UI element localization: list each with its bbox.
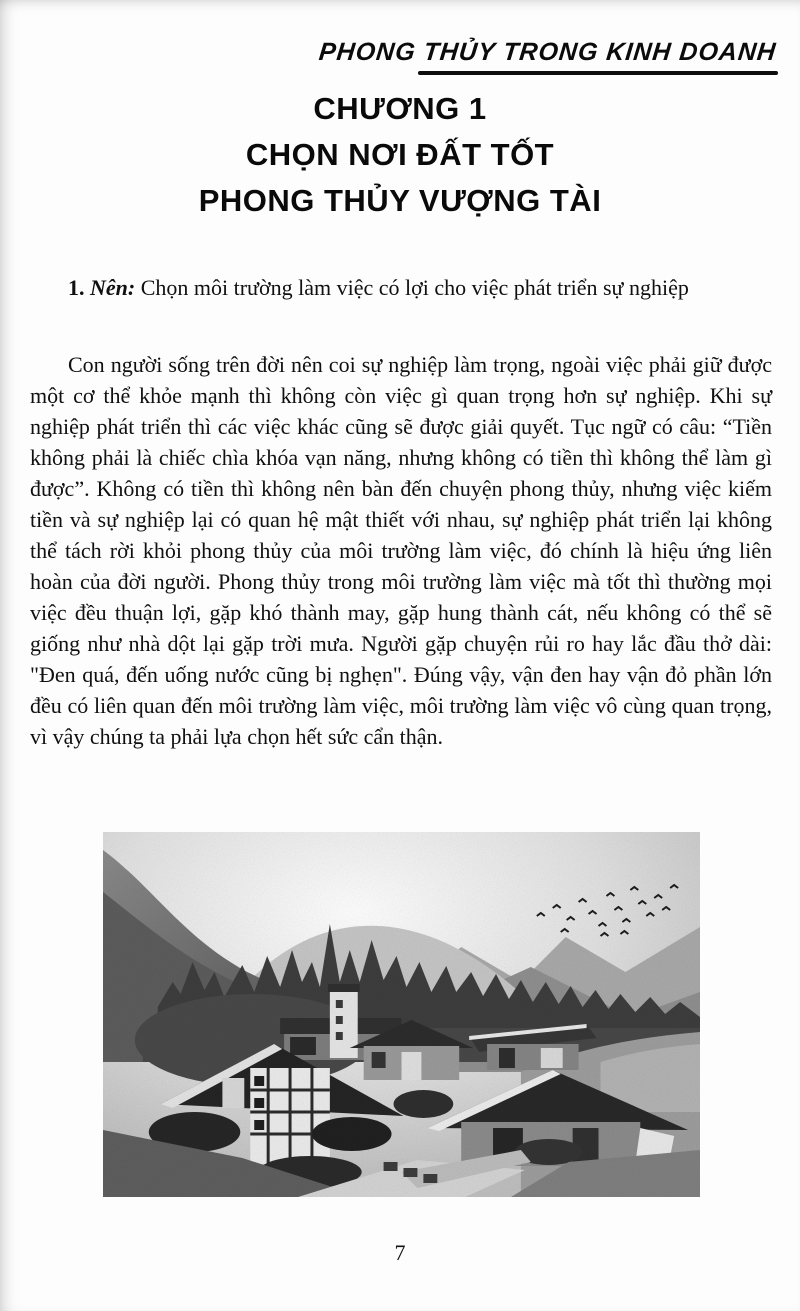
section-heading [30,272,772,303]
page-number: 7 [394,1240,406,1265]
body-paragraph: Con người sống trên đời nên coi sự nghiệp làm trọng, ngoài việc phải giữ được một cơ thể khỏe mạnh thì không còn việc gì quan trọng hơn sự nghiệp. Khi sự nghiệp phát triển thì các việc khác cũng sẽ được giải quyết. Tục ngữ có câu: “Tiền không phải là chiếc chìa khóa vạn năng, nhưng không có tiền thì không thể làm gì được”. Không có tiền thì không nên bàn đến chuyện phong thủy, nhưng việc kiếm tiền và sự nghiệp lại có quan hệ mật thiết với nhau, sự nghiệp phát triển lại không thể tách rời khỏi phong thủy của môi trường làm việc, đó chính là hiệu ứng liên hoàn của đời người. Phong thủy trong môi trường làm việc mà tốt thì thường mọi việc đều thuận lợi, gặp khó thành may, gặp hung thành cát, nếu không có thể sẽ giống như nhà dột lại gặp trời mưa. Người gặp chuyện rủi ro hay lắc đầu thở dài: "Đen quá, đến uống nước cũng bị nghẹn". Đúng vậy, vận đen hay vận đỏ phần lớn đều có liên quan đến môi trường làm việc, môi trường làm việc vô cùng quan trọng, vì vậy chúng ta phải lựa chọn hết sức cẩn thận. [30,352,772,749]
chapter-label: CHƯƠNG 1 [313,91,487,126]
header-rule [418,71,778,75]
section-lead: Nên: [90,275,136,300]
running-header: PHONG THỦY TRONG KINH DOANH [317,38,778,66]
village-photo-illustration [103,832,700,1197]
mountain-village-photo [103,832,700,1197]
chapter-title-line2: PHONG THỦY VƯỢNG TÀI [198,183,602,218]
chapter-title-block [0,86,800,224]
section-heading-text: Chọn môi trường làm việc có lợi cho việc phát triển sự nghiệp [140,275,689,300]
chapter-title-line1: CHỌN NƠI ĐẤT TỐT [245,137,555,172]
section-number: 1. [68,275,85,300]
